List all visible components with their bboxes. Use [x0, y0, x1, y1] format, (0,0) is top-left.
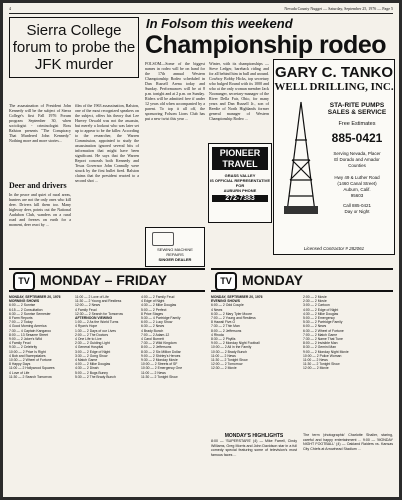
listing-line: 7:30 — 2 Thin Man — [211, 324, 240, 329]
pioneer-line2: TRAVEL — [222, 159, 258, 169]
listing-line: 4 Ryan's Hope — [75, 324, 98, 329]
listing-line: 10:30 — 2 Wheel of Fortune — [9, 358, 52, 363]
story-jfk-column-1a: The assassination of President John Kennedy will be the subject of Sierra College's first Fall 1976 Forum program September 30, when sociologist - criminologist Ross Ralston presents "The Conspiracy That Murdered John Kennedy." Nothing more and more stories... — [9, 103, 71, 143]
listing-line: 5:30 — 2 Partridge Family — [303, 320, 343, 325]
listing-line: 4:00 — 2 Edge of Night — [303, 307, 339, 312]
listing-line: 8:00 — 2 Invisible Man — [303, 341, 338, 346]
tanko-addr4: 95603 — [350, 193, 364, 198]
listing-line: 11:30 — 2 Tonight Show — [211, 358, 248, 363]
listing-line: 7:30 — 4 Captain Kangaroo — [9, 328, 52, 333]
listing-line: 9:00 — 2 Monday Night Movie — [303, 349, 349, 354]
listing-line: 7:30 — 2 Name That Tune — [303, 337, 343, 342]
listing-line: 6:00 — 2 News — [303, 324, 327, 329]
listing-line: 1:00 — 2 As the World Turns — [75, 320, 119, 325]
listing-line: MORNING SHOWS — [9, 299, 40, 304]
listing-line: 6:00 — 2 Lucy Show — [141, 320, 173, 325]
highlights-text: 8:00 — 'SUPERSTARS' (4) — Mike Farrell, Cindy Williams, Greg Morris and John Davidson star in a full comedy special featuring some of television's most famous faces ... — [211, 439, 297, 457]
listing-line: AFTERNOON VIEWING — [75, 316, 113, 321]
pioneer-line6: AUBURN PHONE — [223, 188, 257, 193]
tanko-serving1: Serving Nevada, Placer — [333, 151, 381, 156]
listing-line: 11:00 — 2 News — [303, 358, 328, 363]
listing-line: 11:30 — 2 Tonight Show — [303, 362, 340, 367]
pioneer-phone: 272-7383 — [212, 195, 268, 202]
listing-line: 8:00 — 2 Jeffersons — [141, 345, 172, 350]
listing-line: 4 News — [211, 307, 223, 312]
tanko-name: GARY C. TANKO — [274, 64, 394, 81]
tanko-license: Licensed Contractor # 282061 — [303, 246, 365, 251]
listing-line: 6:15 — 2 Consultation — [9, 307, 43, 312]
pioneer-line1: PIONEER — [219, 148, 261, 158]
listing-line: 4 Match Game — [75, 358, 98, 363]
listing-line: 6:30 — 2 News — [141, 324, 165, 329]
listing-line: 4 Good Morning America — [9, 324, 47, 329]
tanko-company: WELL DRILLING, INC. — [274, 81, 394, 93]
listing-line: 4 Brady Bunch — [141, 328, 164, 333]
tanko-call: Call 885-0421 — [342, 203, 372, 208]
drilling-rig-icon — [280, 100, 322, 216]
listings-column-3 — [141, 295, 205, 453]
listing-line: 11:00 — 2 News — [141, 370, 166, 375]
listing-line: 6:30 — 2 Sunrise Semester — [9, 311, 51, 316]
listing-line: 9:00 — 2 Monday Night Football — [211, 341, 260, 346]
pioneer-travel-ad — [208, 143, 272, 223]
tanko-tag1: STA-RITE PUMPS — [329, 102, 385, 109]
listing-line: 9:30 — 2 Monday Movie — [141, 358, 178, 363]
listing-line: 5:30 — 2 The Brady Bunch — [75, 374, 116, 379]
listing-line: 12:00 — 2 News — [75, 303, 101, 308]
listing-line: 7:00 — 2 Adam-12 — [141, 332, 170, 337]
page-number-left: 4 — [9, 6, 11, 11]
listing-line: 5:00 — 2 Perfect — [141, 307, 167, 312]
listing-line: 4:30 — 2 Mike Douglas — [141, 303, 177, 308]
listing-line: 4:30 — 2 Dinah — [75, 366, 99, 371]
listing-line: 6:00 — 2 Sunrise — [9, 303, 36, 308]
story-jfk-column-2: film of the 1963 assassination, Ralston, one of the most recognized speakers on the subject, offers his theory that Lee Harvey Oswald was not the assassin, but merely a lookout who was later set up to appear to be the killer. According to the researcher, the Warren Commission, appointed to study the assassination ignored several bits of information that might have been significant. He says that the Warren Report conceals both Kennedy and Texas Governor John Connally were struck by the first bullet fired. Ralston claims that the president reacted to a second shot ... — [75, 103, 139, 183]
listing-line: 5:30 — 4 Partridge Family — [141, 316, 181, 321]
listing-line: 8:30 — 2 Gemini Man — [303, 345, 336, 350]
tanko-tag2: SALES & SERVICE — [327, 109, 387, 116]
story-jfk-column-1b: In the peace and quiet of rural areas, hunters are not the only ones who kill deer. Drivers kill them too. Many highway deer, points out the National Audubon Club, wanders on a rural road and freezes on earth for a moment, deer react by ... — [9, 192, 71, 227]
tv-logo-icon: TV — [215, 272, 237, 291]
listing-line: 11:00 — 2 News — [211, 353, 236, 358]
tanko-addr1: Hwy 49 & Luther Road — [334, 175, 380, 180]
story-jfk-headline: Sierra College forum to probe the JFK murder — [12, 22, 136, 73]
monday-highlights — [211, 433, 297, 493]
listings-column-4 — [211, 295, 299, 430]
tanko-well-drilling-ad — [273, 59, 395, 255]
listing-line: 5:00 — 2 Bugs Bunny — [75, 370, 108, 375]
rodeo-column-1: FOLSOM—Some of the biggest names in rodeo will be on hand for the 17th annual Western Championship Rodeo scheduled in Dan Russell Arena today and Sunday. Performances will be at 8 p.m. tonight and at 2 p.m. on Sunday. Riders will be admitted free if under 12 years old when accompanied by a parent. To top it all off, the sponsoring Folsom Lions Club has put a new twist this year ... — [145, 61, 205, 121]
tanko-addr2: (1460 Canal Street) — [337, 181, 377, 186]
tv-monday-band — [211, 268, 393, 292]
tanko-addr3: Auburn, Calif. — [343, 187, 371, 192]
listing-line: 11:30 — 2 Search Tomorrow — [9, 374, 52, 379]
listing-line: 10:00 — 2 Streets of SF — [141, 362, 178, 367]
listing-line: 8 Hawaii Five-O — [211, 320, 236, 325]
page-header — [9, 5, 393, 13]
listing-line: 10:00 — 2 Police Woman — [303, 353, 342, 358]
highlights-heading: MONDAY'S HIGHLIGHTS — [224, 433, 284, 439]
listing-line: 3:00 — 2 Cartoon — [303, 303, 330, 308]
listing-line: 4 Carol Burnett — [141, 337, 164, 342]
listing-line: 9:00 — 2 Joker's Wild — [9, 337, 42, 342]
listing-line: 12:00 — 2 Tomorrow — [211, 362, 243, 367]
sewing-machine-icon — [152, 232, 174, 246]
listing-line: MONDAY, SEPTEMBER 20, 1976 — [211, 295, 263, 299]
listing-line: 4 Family Feud — [9, 341, 31, 346]
listing-line: 12:30 — 2 Search for Tomorrow — [75, 311, 123, 316]
rodeo-kicker: In Folsom this weekend — [146, 16, 293, 31]
listing-line: 10:30 — 2 Emergency One — [141, 366, 183, 371]
listing-line: 6:30 — 2 Mary Tyler Moore — [211, 311, 253, 316]
listing-line: 4 General Hospital — [75, 345, 104, 350]
listing-line: 8 Happy Days — [9, 362, 31, 367]
tanko-serving2: El Dorado and Amador — [334, 157, 380, 162]
listing-line: 4:00 — 2 Mike Douglas — [75, 362, 111, 367]
listing-line: 11:30 — 2 Tonight Show — [141, 374, 178, 379]
listing-line: 11:00 — 2 Love of Life — [75, 295, 109, 299]
sewing-machine-ad — [145, 227, 205, 267]
listing-line: 11:00 — 2 Hollywood Squares — [9, 366, 55, 371]
listing-line: 2:30 — 2 Movie — [303, 299, 327, 304]
listing-line: 8:30 — 2 Six Million Dollar — [141, 349, 181, 354]
listing-line: 4 Bob and Sweepstakes — [9, 353, 46, 358]
listing-line: 12:00 — 2 Movie — [303, 366, 329, 371]
pioneer-line5: FOR — [235, 183, 245, 188]
listing-line: 8:00 — 2 Jeffersons — [211, 328, 242, 333]
rodeo-column-2: Winter, with its championships — Steve Ledger, bareback riding and for all behind him in bull and around. Cowboy Bobby Hicks, top secretary who bulged Round with its 1000 and who at the only woman member Jack Noonanger, secretary-manager of the River Della Fair, Ohio, for many years and Dan Russell Jr., son of Reedie of North Highlands former general manager of Western Championship Rodeo ... — [209, 61, 269, 121]
listing-line: 8 Farm Reports — [9, 316, 33, 321]
tv-monday-friday-title: MONDAY – FRIDAY — [40, 272, 168, 288]
listing-line: 4 Rhoda — [211, 332, 224, 337]
listing-line: 6:30 — 2 Wheel of Fortune — [303, 328, 344, 333]
listing-line: MONDAY, SEPTEMBER 20, 1976 — [9, 295, 61, 299]
listing-line: 8:30 — 2 Phyllis — [211, 337, 236, 342]
listing-line: 2:00 — 2 Movie — [303, 295, 327, 299]
listing-line: 10:00 — 2 Price Is Right — [9, 349, 46, 354]
story-jfk-forum — [9, 17, 139, 78]
listing-line: 4 Edge of Night — [141, 299, 165, 304]
listing-line: 8:00 — 13 Sesame Street — [9, 332, 49, 337]
listing-line: 9:30 — 2 Celebrity — [9, 345, 38, 350]
listing-line: 7:00 — 2 Match Game — [303, 332, 338, 337]
tanko-estimates: Free Estimates — [338, 121, 376, 127]
listing-line: 2:00 — 2 The Doctors — [75, 332, 109, 337]
listing-line: 7:00 — 2 Young and Restless — [211, 316, 256, 321]
listing-line: 10:00 — 2 All in the Family — [211, 345, 252, 350]
listing-line: 7:30 — 2 Wild Kingdom — [141, 341, 177, 346]
tv-monday-title: MONDAY — [242, 272, 303, 288]
tanko-serving3: Counties — [348, 163, 366, 168]
listing-line: 7:00 — 2 Today — [9, 320, 33, 325]
rodeo-headline: Championship rodeo — [145, 31, 386, 59]
listings-column-2 — [75, 295, 139, 453]
listing-line: 3:30 — 2 Gong Show — [75, 353, 108, 358]
listing-line: 4 One Life to Live — [75, 337, 102, 342]
sewing-line3: SINGER DEALER — [158, 257, 192, 262]
listing-line: 11:30 — 2 Young and Restless — [75, 299, 122, 304]
listing-line: 4:30 — 2 Mike Douglas — [303, 311, 339, 316]
highlights-text-right: The term 'photographic' Charlotte Shalier, staring, careful and happy entertainment ... 9:00 — 'MONDAY NIGHT FOOTBALL' (4) — Oakland Raiders vs. Kansas City Chiefs at Arrowhead Stadium ... — [303, 433, 393, 451]
listing-line: 1:30 — 2 Days of our Lives — [75, 328, 116, 333]
listing-line: EVENING SHOWS — [211, 299, 241, 304]
listing-line: 8 Price Stages — [141, 311, 164, 316]
listing-line: 2:30 — 2 Guiding Light — [75, 341, 110, 346]
listing-line: 12:30 — 2 Movie — [211, 366, 237, 371]
listings-column-1 — [9, 295, 73, 453]
deer-subhead: Deer and drivers — [9, 181, 67, 190]
tv-logo-icon: TV — [13, 272, 35, 291]
listing-line: 9:00 — 2 Shirley's Heroes — [141, 353, 181, 358]
listing-line: 10:30 — 2 Brady Bunch — [211, 349, 248, 354]
listing-line: 4 Love of Life — [9, 370, 30, 375]
header-rule — [9, 13, 393, 14]
pioneer-line3: GRASS VALLEY — [224, 173, 256, 178]
listing-line: 3:00 — 2 Edge of Night — [75, 349, 111, 354]
listings-column-5 — [303, 295, 393, 430]
tanko-daynight: Day or Night — [344, 209, 370, 214]
listing-line: 5:00 — 2 Emergency — [303, 316, 335, 321]
listing-line: 4:00 — 2 Family Feud — [141, 295, 175, 299]
sewing-line1: SEWING MACHINE — [157, 247, 193, 252]
listing-line: 4 Family Feud — [75, 307, 97, 312]
tv-monday-friday-band — [9, 268, 205, 292]
listing-line: 6:00 — 2 Odd Couple — [211, 303, 244, 308]
page-header-dateline: Nevada County Nugget — Saturday, September 25, 1976 — Page 5 — [284, 6, 393, 11]
newspaper-page — [3, 3, 399, 497]
tanko-phone: 885-0421 — [331, 131, 383, 145]
pioneer-line4: IS OFFICIAL REPRESENTATIVE — [209, 178, 270, 183]
sewing-line2: REPAIRS — [166, 252, 184, 257]
